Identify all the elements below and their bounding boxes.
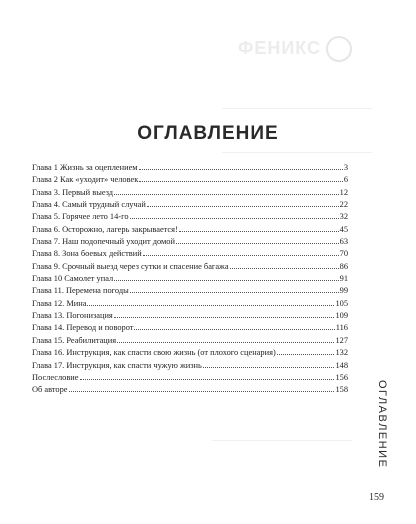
toc-entry [32,384,348,396]
dot-leader [114,194,339,195]
dot-leader [203,367,335,368]
dot-leader [147,206,339,207]
dot-leader [80,379,335,380]
toc-entry-title: Глава 9. Срочный выезд через сутки и спасение багажа [32,261,229,271]
dot-leader [114,317,335,318]
toc-entry-page: 3 [343,163,348,172]
dot-leader [230,268,339,269]
toc-entry [32,310,348,322]
side-running-head: ОГЛАВЛЕНИЕ [376,380,388,469]
toc-entry-page: 132 [335,348,348,358]
dot-leader [139,181,343,182]
toc-entry-title: Глава 1 Жизнь за оцеплением [32,163,138,172]
table-of-contents [32,162,348,397]
dot-leader [130,292,339,293]
toc-entry-title: Глава 11. Перемена погоды [32,286,129,296]
dot-leader [87,305,334,306]
toc-entry [32,199,348,211]
watermark-line [212,440,352,441]
dot-leader [69,391,335,392]
toc-entry-title: Глава 2 Как «уходит» человек [32,175,139,185]
toc-entry [32,162,348,174]
watermark-emblem-icon [326,36,352,62]
toc-entry-page: 158 [335,385,348,395]
dot-leader [114,280,338,281]
toc-entry-title: Глава 12. Мина [32,298,87,308]
toc-entry-page: 148 [335,360,348,370]
toc-entry-page: 6 [343,175,348,185]
toc-entry-title: Глава 13. Погонизация [32,311,113,321]
dot-leader [130,218,339,219]
toc-entry-title: Послесловие [32,372,79,382]
toc-entry [32,248,348,260]
toc-entry [32,211,348,223]
toc-entry-title: Глава 3. Первый выезд [32,187,114,197]
toc-entry [32,360,348,372]
toc-entry-page: 109 [335,311,348,321]
dot-leader [179,231,339,232]
toc-entry [32,236,348,248]
toc-entry-page: 32 [339,212,348,222]
toc-entry [32,273,348,285]
toc-entry-page: 86 [339,261,348,271]
toc-entry-title: Глава 6. Осторожно, лагерь закрывается! [32,224,178,234]
toc-entry-page: 45 [339,224,348,234]
toc-entry-page: 63 [339,237,348,247]
toc-entry-title: Глава 16. Инструкция, как спасти свою жизнь (от плохого сценария) [32,348,276,358]
toc-entry-title: Глава 8. Зона боевых действий [32,249,142,259]
toc-entry [32,298,348,310]
toc-entry-page: 156 [335,372,348,382]
dot-leader [139,169,343,170]
toc-entry [32,174,348,186]
toc-entry [32,372,348,384]
toc-entry [32,187,348,199]
toc-entry [32,335,348,347]
toc-entry [32,347,348,359]
toc-entry-page: 22 [339,200,348,210]
toc-entry-page: 91 [339,274,348,284]
toc-entry-title: Глава 14. Перевод и поворот [32,323,134,333]
toc-entry [32,261,348,273]
toc-entry-page: 116 [335,323,348,333]
toc-entry-title: Глава 4. Самый трудный случай [32,200,146,210]
toc-entry-title: Глава 15. Реабилитация [32,335,117,345]
toc-entry-title: Глава 5. Горячее лето 14-го [32,212,129,222]
dot-leader [143,255,339,256]
page-number: 159 [369,492,384,503]
dot-leader [117,342,334,343]
toc-entry-page: 99 [339,286,348,296]
toc-entry-page: 12 [339,187,348,197]
toc-entry-title: Глава 17. Инструкция, как спасти чужую жизнь [32,360,202,370]
toc-entry-page: 70 [339,249,348,259]
toc-entry-title: Глава 10 Самолет упал [32,274,114,284]
dot-leader [134,329,334,330]
watermark-logo: ФЕНИКС [238,38,322,58]
toc-entry-title: Глава 7. Наш подопечный уходит домой [32,237,175,247]
toc-entry [32,322,348,334]
toc-entry-page: 127 [335,335,348,345]
watermark-line [222,152,372,153]
toc-entry [32,285,348,297]
toc-entry [32,224,348,236]
toc-entry-title: Об авторе [32,385,68,395]
dot-leader [277,354,335,355]
watermark-line [222,108,372,109]
page-title: ОГЛАВЛЕНИЕ [137,123,279,144]
dot-leader [176,243,339,244]
toc-entry-page: 105 [335,298,348,308]
